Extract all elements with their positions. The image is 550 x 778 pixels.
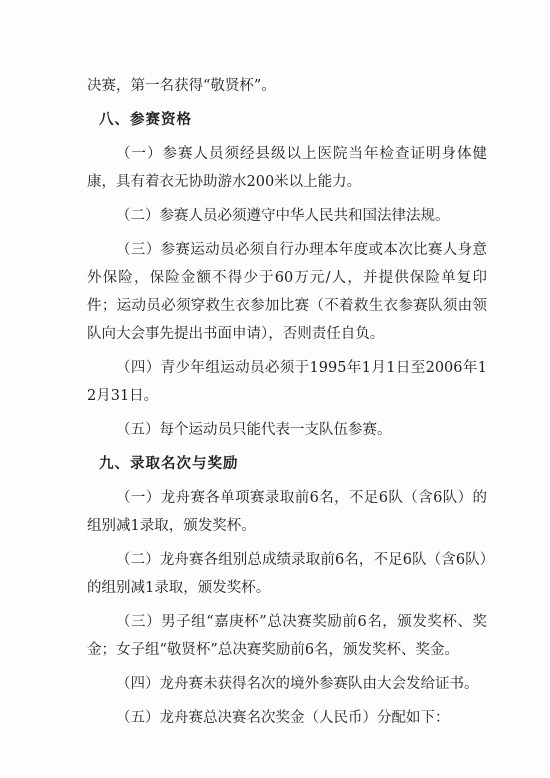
paragraph-eligibility-2: （二）参赛人员必须遵守中华人民共和国法律法规。 — [116, 208, 450, 224]
paragraph-eligibility-4: （四）青少年组运动员必须于1995年1月1日至2006年12月31日。 — [87, 360, 487, 404]
paragraph-awards-3: （三）男子组“嘉庚杯”总决赛奖励前6名，颁发奖杯、奖金；女子组“敬贤杯”总决赛奖励前6名，颁发奖杯、奖金。 — [87, 614, 487, 658]
paragraph-awards-1: （一）龙舟赛各单项赛录取前6名，不足6队（含6队）的组别减1录取，颁发奖杯。 — [87, 490, 487, 534]
paragraph-awards-4: （四）龙舟赛未获得名次的境外参赛队由大会发给证书。 — [116, 676, 479, 692]
paragraph-eligibility-1: （一）参赛人员须经县级以上医院当年检查证明身体健康，具有着衣无协助游水200米以上能力。 — [87, 146, 487, 190]
section-heading-awards: 九、录取名次与奖励 — [99, 455, 239, 472]
paragraph-eligibility-3: （三）参赛运动员必须自行办理本年度或本次比赛人身意外保险，保险金额不得少于60万元/人，并提供保险单复印件；运动员必须穿救生衣参加比赛（不着救生衣参赛队须由领队向大会事先提出书面申请），否则责任自负。 — [87, 242, 487, 342]
paragraph-awards-2: （二）龙舟赛各组别总成绩录取前6名，不足6队（含6队）的组别减1录取，颁发奖杯。 — [87, 552, 487, 596]
paragraph-awards-5: （五）龙舟赛总决赛名次奖金（人民币）分配如下： — [116, 710, 450, 726]
paragraph-final-award: 决赛，第一名获得“敬贤杯”。 — [87, 78, 276, 94]
paragraph-eligibility-5: （五）每个运动员只能代表一支队伍参赛。 — [116, 422, 392, 438]
section-heading-eligibility: 八、参赛资格 — [99, 111, 192, 128]
document-body — [87, 72, 487, 738]
